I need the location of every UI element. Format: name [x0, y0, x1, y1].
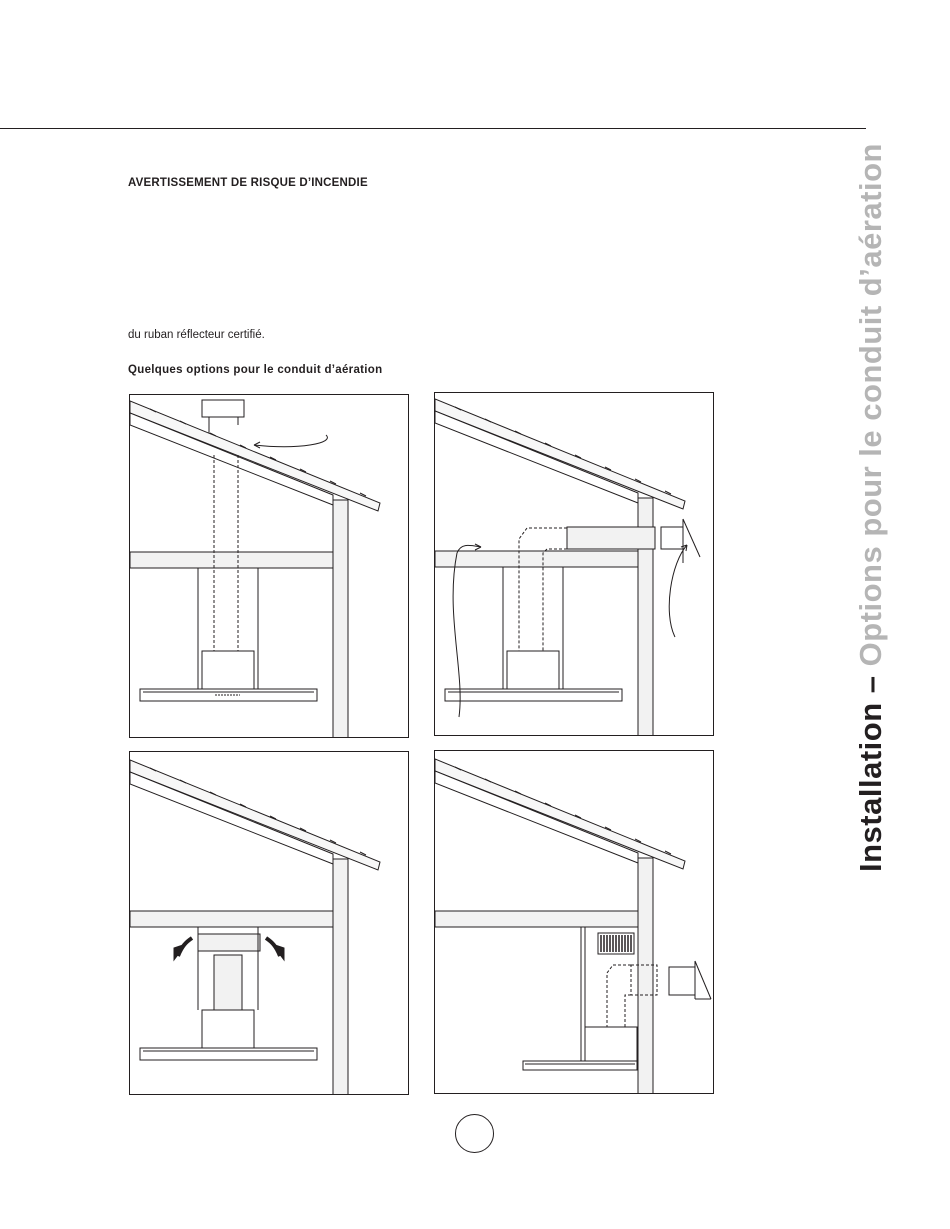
page-number-circle	[455, 1114, 494, 1153]
diagram-roof-vent	[129, 394, 409, 738]
section-title-sub: Options pour le conduit d’aération	[853, 143, 888, 667]
diagram-wall-vent	[434, 392, 714, 736]
section-title-main: Installation –	[853, 666, 888, 872]
reflective-tape-text: du ruban réflecteur certifié.	[128, 329, 265, 341]
vent-options-heading: Quelques options pour le conduit d’aération	[128, 364, 383, 376]
diagram-wall-cabinet-vent	[434, 750, 714, 1094]
diagram-recirculation	[129, 751, 409, 1095]
fire-warning-heading: AVERTISSEMENT DE RISQUE D’INCENDIE	[128, 177, 368, 189]
section-title	[855, 143, 886, 872]
header-rule	[0, 128, 866, 129]
